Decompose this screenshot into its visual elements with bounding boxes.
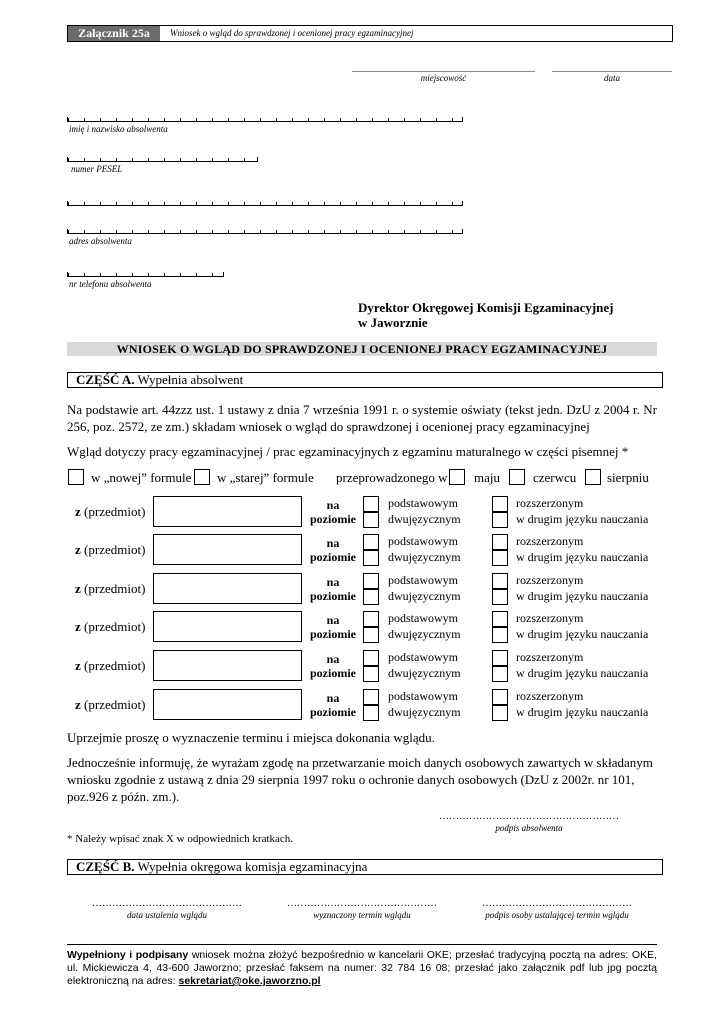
- old-formula-checkbox[interactable]: [194, 469, 210, 485]
- level-label-na: na: [326, 575, 340, 589]
- subject-input[interactable]: [153, 611, 302, 642]
- level-label-na: na: [326, 536, 340, 550]
- header-title: Wniosek o wgląd do sprawdzonej i ocenionej pracy egzaminacyjnej: [170, 28, 414, 38]
- level-label-na: na: [326, 691, 340, 705]
- basic-level-checkbox[interactable]: [363, 611, 379, 627]
- level-label-poziomie: poziomie: [310, 666, 356, 680]
- basic-level-checkbox[interactable]: [363, 650, 379, 666]
- footer-rule: [67, 944, 657, 945]
- subject-label: [75, 658, 145, 673]
- address-field-line2[interactable]: [67, 229, 463, 234]
- term-set-caption: wyznaczony termin wglądu: [313, 910, 411, 920]
- phone-caption: nr telefonu absolwenta: [69, 279, 152, 289]
- subject-input[interactable]: [153, 650, 302, 681]
- second-language-checkbox[interactable]: [492, 589, 508, 605]
- address-caption: adres absolwenta: [69, 236, 132, 246]
- level-label-poziomie: poziomie: [310, 627, 356, 641]
- subject-prefix: z: [75, 542, 81, 557]
- extended-level-checkbox[interactable]: [492, 611, 508, 627]
- addressee-line2: w Jaworznie: [358, 315, 428, 330]
- attachment-tag: Załącznik 25a: [68, 26, 160, 41]
- part-a-label: CZĘŚĆ A.: [76, 372, 135, 387]
- bilingual-checkbox[interactable]: [363, 705, 379, 721]
- extended-level-checkbox[interactable]: [492, 650, 508, 666]
- part-a-text: Wypełnia absolwent: [137, 372, 244, 387]
- term-set-dots[interactable]: ………………………………………: [287, 898, 437, 909]
- subject-label-text: (przedmiot): [84, 581, 146, 596]
- subject-prefix: z: [75, 504, 81, 519]
- basic-level-label: podstawowym: [388, 611, 458, 625]
- second-language-label: w drugim języku nauczania: [516, 627, 649, 641]
- date-line[interactable]: [552, 71, 672, 72]
- pesel-caption: numer PESEL: [71, 164, 123, 174]
- subject-prefix: z: [75, 619, 81, 634]
- basic-level-label: podstawowym: [388, 496, 458, 510]
- footer-bold-lead: Wypełniony i podpisany: [67, 949, 189, 961]
- pesel-field[interactable]: [67, 157, 258, 162]
- bilingual-checkbox[interactable]: [363, 589, 379, 605]
- subject-input[interactable]: [153, 689, 302, 720]
- extended-level-checkbox[interactable]: [492, 689, 508, 705]
- bilingual-label: dwujęzycznym: [388, 512, 461, 526]
- extended-level-label: rozszerzonym: [516, 534, 584, 548]
- footer-text: [67, 949, 657, 988]
- subject-label-text: (przedmiot): [84, 542, 146, 557]
- extended-level-label: rozszerzonym: [516, 689, 584, 703]
- part-b-text: Wypełnia okręgowa komisja egzaminacyjna: [137, 859, 368, 874]
- header-box: [67, 25, 673, 42]
- footer-body: wniosek można złożyć bezpośrednio w kancelarii OKE; przesłać tradycyjną pocztą na adres: OKE, ul. Mickiewicza 4, 43-600 Jaworzno; przesłać faksem na numer: 32 784 16 08; przesłać jako załącznik pdf lub jpg pocztą elektroniczną na adres:: [67, 949, 657, 987]
- subject-label-text: (przedmiot): [84, 658, 146, 673]
- second-language-checkbox[interactable]: [492, 666, 508, 682]
- extended-level-checkbox[interactable]: [492, 496, 508, 512]
- extended-level-checkbox[interactable]: [492, 573, 508, 589]
- extended-level-checkbox[interactable]: [492, 534, 508, 550]
- footnote: * Należy wpisać znak X w odpowiednich kratkach.: [67, 833, 294, 845]
- basic-level-label: podstawowym: [388, 534, 458, 548]
- subject-input[interactable]: [153, 496, 302, 527]
- second-language-label: w drugim języku nauczania: [516, 589, 649, 603]
- signature-dots[interactable]: ………………………………………………: [439, 811, 619, 822]
- email-link[interactable]: sekretariat@oke.jaworzno.pl: [178, 975, 321, 987]
- basic-level-checkbox[interactable]: [363, 573, 379, 589]
- level-label-na: na: [326, 498, 340, 512]
- bilingual-label: dwujęzycznym: [388, 627, 461, 641]
- level-label-na: na: [326, 613, 340, 627]
- form-title: WNIOSEK O WGLĄD DO SPRAWDZONEJ I OCENIONEJ PRACY EGZAMINACYJNEJ: [116, 342, 608, 356]
- extended-level-label: rozszerzonym: [516, 573, 584, 587]
- subject-input[interactable]: [153, 573, 302, 604]
- subject-label: [75, 619, 145, 634]
- extended-level-label: rozszerzonym: [516, 611, 584, 625]
- second-language-label: w drugim języku nauczania: [516, 666, 649, 680]
- second-language-label: w drugim języku nauczania: [516, 705, 649, 719]
- form-title-bar: [67, 342, 657, 356]
- bilingual-checkbox[interactable]: [363, 550, 379, 566]
- basic-level-label: podstawowym: [388, 573, 458, 587]
- name-field[interactable]: [67, 117, 463, 122]
- address-field-line1[interactable]: [67, 201, 463, 206]
- person-sign-dots[interactable]: ………………………………………: [482, 898, 632, 909]
- bilingual-label: dwujęzycznym: [388, 705, 461, 719]
- june-label: czerwcu: [533, 470, 577, 485]
- subject-label: [75, 697, 145, 712]
- bilingual-checkbox[interactable]: [363, 512, 379, 528]
- phone-field[interactable]: [67, 272, 224, 277]
- extended-level-label: rozszerzonym: [516, 650, 584, 664]
- subject-label-text: (przedmiot): [84, 697, 146, 712]
- subject-label: [75, 504, 145, 519]
- person-sign-caption: podpis osoby ustalającej termin wglądu: [485, 910, 629, 920]
- part-a-box: [67, 372, 663, 388]
- extended-level-label: rozszerzonym: [516, 496, 584, 510]
- legal-basis-text: Na podstawie art. 44zzz ust. 1 ustawy z dnia 7 września 1991 r. o systemie oświaty (tekst jedn. DzU z 2004 r. Nr 256, poz. 2572, ze zm.) składam wniosek o wgląd do sprawdzonej i ocenionej pracy egzaminacyjnej: [67, 402, 657, 434]
- second-language-label: w drugim języku nauczania: [516, 550, 649, 564]
- august-label: sierpniu: [607, 470, 649, 485]
- basic-level-checkbox[interactable]: [363, 534, 379, 550]
- bilingual-checkbox[interactable]: [363, 666, 379, 682]
- name-caption: imię i nazwisko absolwenta: [69, 124, 168, 134]
- second-language-checkbox[interactable]: [492, 550, 508, 566]
- second-language-checkbox[interactable]: [492, 705, 508, 721]
- part-b-label: CZĘŚĆ B.: [76, 859, 135, 874]
- conducted-in-label: przeprowadzonego w: [336, 470, 448, 485]
- subject-prefix: z: [75, 581, 81, 596]
- new-formula-checkbox[interactable]: [68, 469, 84, 485]
- level-label-poziomie: poziomie: [310, 705, 356, 719]
- level-label-poziomie: poziomie: [310, 512, 356, 526]
- part-b-box: [67, 859, 663, 875]
- subject-label: [75, 581, 145, 596]
- old-formula-label: w „starej” formule: [217, 470, 314, 485]
- subject-label-text: (przedmiot): [84, 619, 146, 634]
- new-formula-label: w „nowej” formule: [91, 470, 192, 485]
- consent-text: Jednocześnie informuję, że wyrażam zgodę na przetwarzanie moich danych osobowych zawartych w składanym wniosku zgodnie z ustawą z dnia 29 sierpnia 1997 roku o ochronie danych osobowych (DzU z 2002r. nr 101, poz.926 z późn. zm.).: [67, 755, 653, 804]
- second-language-checkbox[interactable]: [492, 627, 508, 643]
- subject-prefix: z: [75, 658, 81, 673]
- scope-text: Wgląd dotyczy pracy egzaminacyjnej / prac egzaminacyjnych z egzaminu maturalnego w części pisemnej *: [67, 444, 629, 459]
- second-language-label: w drugim języku nauczania: [516, 512, 649, 526]
- may-checkbox[interactable]: [449, 469, 465, 485]
- place-caption: miejscowość: [420, 73, 467, 83]
- basic-level-label: podstawowym: [388, 650, 458, 664]
- date-set-dots[interactable]: ………………………………………: [92, 898, 242, 909]
- subject-label-text: (przedmiot): [84, 504, 146, 519]
- basic-level-checkbox[interactable]: [363, 689, 379, 705]
- place-line[interactable]: [352, 71, 535, 72]
- signature-caption: podpis absolwenta: [495, 823, 563, 833]
- subject-prefix: z: [75, 697, 81, 712]
- second-language-checkbox[interactable]: [492, 512, 508, 528]
- date-caption: data: [603, 73, 620, 83]
- request-text: Uprzejmie proszę o wyznaczenie terminu i miejsca dokonania wglądu.: [67, 730, 435, 745]
- bilingual-label: dwujęzycznym: [388, 589, 461, 603]
- august-checkbox[interactable]: [585, 469, 601, 485]
- june-checkbox[interactable]: [509, 469, 525, 485]
- level-label-poziomie: poziomie: [310, 550, 356, 564]
- may-label: maju: [474, 470, 500, 485]
- subject-label: [75, 542, 145, 557]
- date-set-caption: data ustalenia wglądu: [126, 910, 207, 920]
- level-label-poziomie: poziomie: [310, 589, 356, 603]
- basic-level-label: podstawowym: [388, 689, 458, 703]
- bilingual-label: dwujęzycznym: [388, 550, 461, 564]
- level-label-na: na: [326, 652, 340, 666]
- subject-input[interactable]: [153, 534, 302, 565]
- bilingual-checkbox[interactable]: [363, 627, 379, 643]
- addressee-line1: Dyrektor Okręgowej Komisji Egzaminacyjnej: [358, 300, 614, 315]
- bilingual-label: dwujęzycznym: [388, 666, 461, 680]
- basic-level-checkbox[interactable]: [363, 496, 379, 512]
